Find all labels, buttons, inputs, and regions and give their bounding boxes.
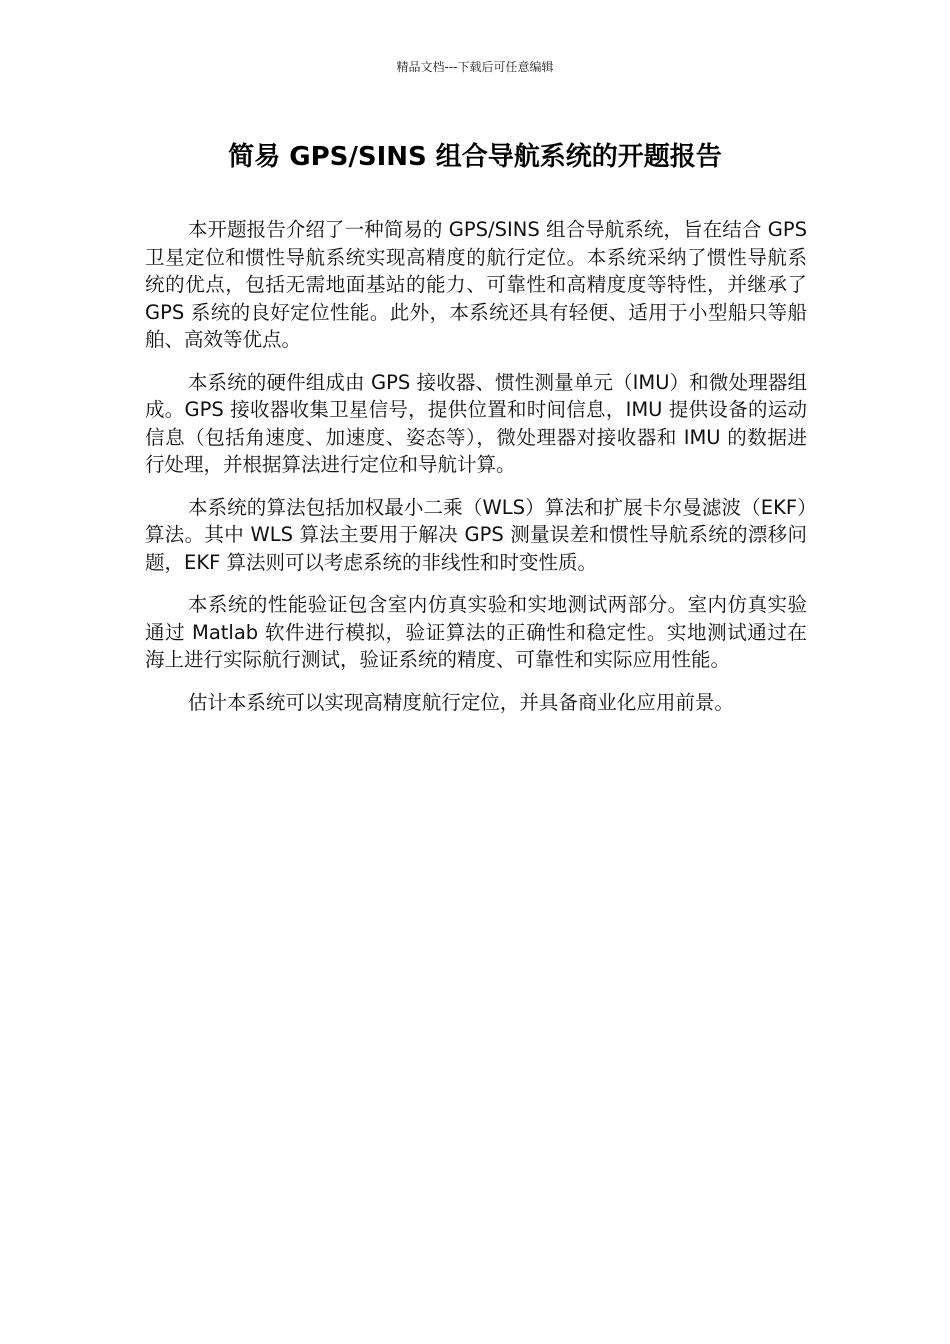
- header-note: 精品文档---下载后可任意编辑: [396, 60, 554, 74]
- paragraph-intro: 本开题报告介绍了一种简易的 GPS/SINS 组合导航系统，旨在结合 GPS 卫星定位和惯性导航系统实现高精度的航行定位。本系统采纳了惯性导航系统的优点，包括无需地面基站的能力、可靠性和高精度度等特性，并继承了 GPS 系统的良好定位性能。此外，本系统还具有轻便、适用于小型船只等船舶、高效等优点。: [145, 218, 807, 351]
- document-body: [145, 216, 807, 731]
- paragraph-hardware: 本系统的硬件组成由 GPS 接收器、惯性测量单元（IMU）和微处理器组成。GPS 接收器收集卫星信号，提供位置和时间信息，IMU 提供设备的运动信息（包括角速度、加速度、姿态等），微处理器对接收器和 IMU 的数据进行处理，并根据算法进行定位和导航计算。: [145, 370, 807, 476]
- paragraph-algorithm: 本系统的算法包括加权最小二乘（WLS）算法和扩展卡尔曼滤波（EKF）算法。其中 WLS 算法主要用于解决 GPS 测量误差和惯性导航系统的漂移问题，EKF 算法则可以考虑系统的非线性和时变性质。: [145, 495, 807, 574]
- paragraph-validation: 本系统的性能验证包含室内仿真实验和实地测试两部分。室内仿真实验通过 Matlab 软件进行模拟，验证算法的正确性和稳定性。实地测试通过在海上进行实际航行测试，验证系统的精度、可靠性和实际应用性能。: [145, 593, 807, 671]
- document-title: 简易 GPS/SINS 组合导航系统的开题报告: [228, 142, 722, 172]
- paragraph-conclusion: 估计本系统可以实现高精度航行定位，并具备商业化应用前景。: [187, 690, 734, 714]
